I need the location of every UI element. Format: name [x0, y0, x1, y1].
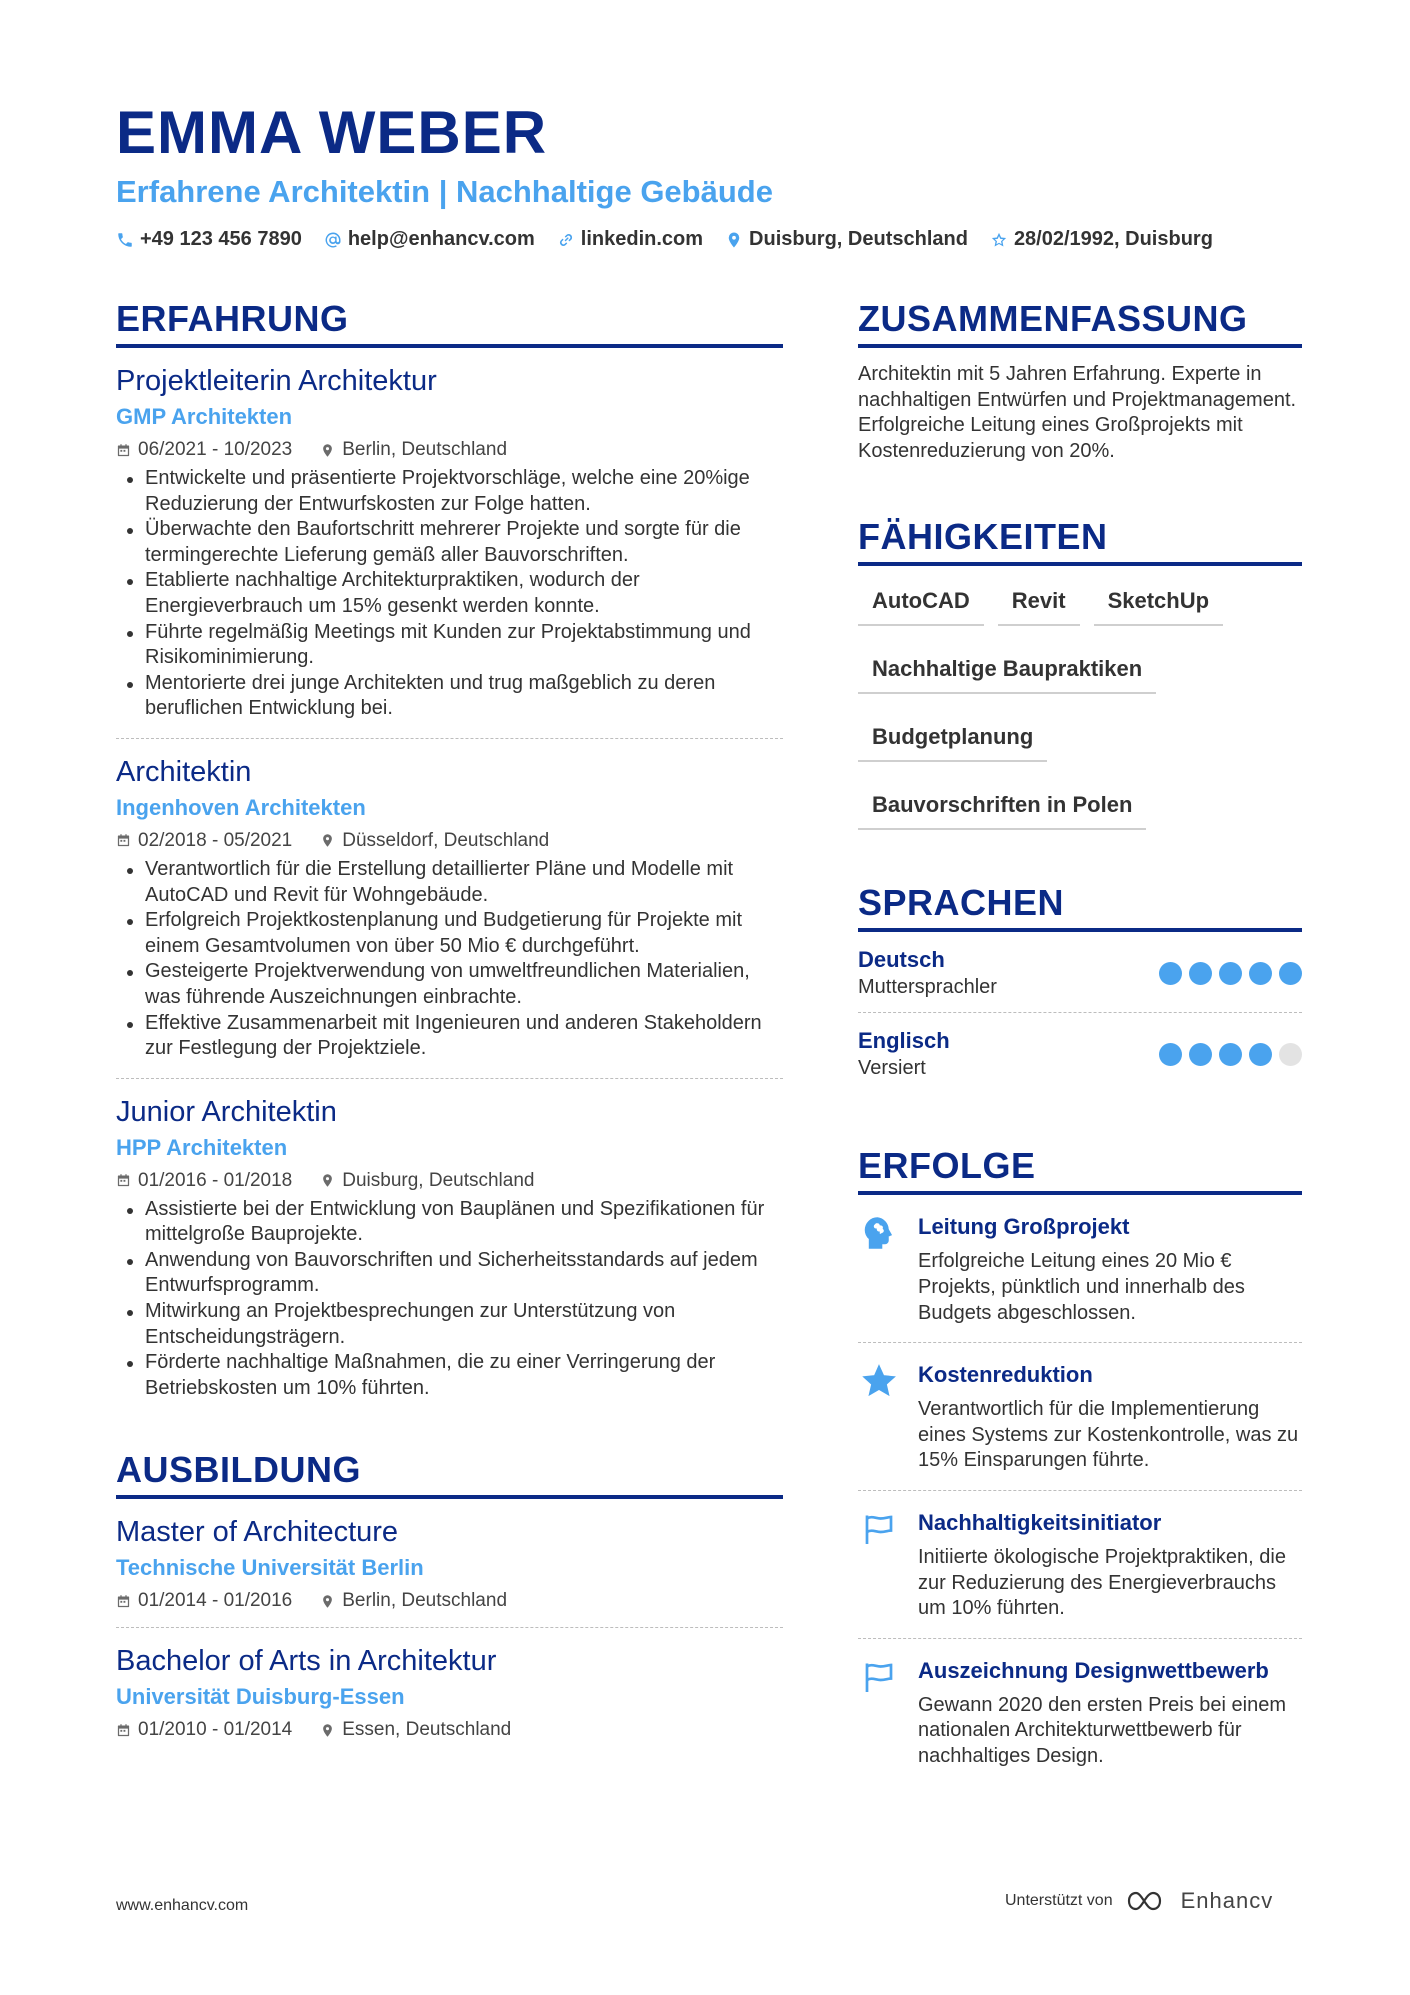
rating-dot-filled: [1189, 1043, 1212, 1066]
head-brain-icon: [861, 1215, 897, 1251]
education-section: [116, 1447, 783, 1756]
rating-dot-filled: [1279, 962, 1302, 985]
star-icon: [861, 1363, 897, 1399]
job-bullets: [116, 857, 783, 1062]
rating-dot-filled: [1159, 962, 1182, 985]
location-pin-icon: [320, 1173, 335, 1188]
achievements-heading: ERFOLGE: [858, 1143, 1302, 1195]
location-pin-icon: [320, 1723, 335, 1738]
powered-by-text: Unterstützt von: [1005, 1892, 1113, 1909]
summary-text: Architektin mit 5 Jahren Erfahrung. Experte in nachhaltigen Entwürfen und Projektmanagement. Erfolgreiche Leitung eines Großprojekts mit Kostenreduzierung von 20%.: [858, 363, 1297, 462]
language-entry: [858, 1013, 1302, 1093]
at-icon: [324, 231, 342, 249]
experience-heading: ERFAHRUNG: [116, 296, 783, 348]
achievement-text: Erfolgreiche Leitung eines 20 Mio € Projekts, pünktlich und innerhalb des Budgets abgeschlossen.: [918, 1250, 1245, 1324]
job-company: GMP Architekten: [116, 404, 293, 429]
star-outline-icon: [990, 231, 1008, 249]
bullet-item: Förderte nachhaltige Maßnahmen, die zu einer Verringerung der Betriebskosten um 10% führten.: [116, 1350, 783, 1401]
education-entry: [116, 1499, 783, 1628]
bullet-item: Assistierte bei der Entwicklung von Bauplänen und Spezifikationen für mittelgroße Bauprojekte.: [116, 1197, 783, 1248]
skill-tag: Budgetplanung: [858, 722, 1047, 762]
job-meta: [116, 1169, 783, 1193]
skill-tag: Bauvorschriften in Polen: [858, 790, 1146, 830]
experience-list: [116, 348, 783, 1417]
skills-list: [858, 586, 1302, 830]
languages-heading: SPRACHEN: [858, 880, 1302, 932]
candidate-headline: Erfahrene Architektin | Nachhaltige Gebäude: [116, 174, 773, 209]
achievement-title: Leitung Großprojekt: [918, 1214, 1130, 1240]
calendar-icon: [116, 1723, 131, 1738]
bullet-item: Mitwirkung an Projektbesprechungen zur Unterstützung von Entscheidungsträgern.: [116, 1299, 783, 1350]
language-level: Versiert: [858, 1057, 926, 1080]
job-dates: 01/2016 - 01/2018: [138, 1169, 293, 1191]
calendar-icon: [116, 1173, 131, 1188]
achievement-text: Initiierte ökologische Projektpraktiken, die zur Reduzierung des Energieverbrauchs um 10% führten.: [918, 1545, 1286, 1620]
job-company: Ingenhoven Architekten: [116, 794, 366, 820]
birth-text: 28/02/1992, Duisburg: [1013, 228, 1213, 250]
flag-icon: [861, 1659, 897, 1695]
education-dates: 01/2010 - 01/2014: [138, 1719, 293, 1741]
contact-phone[interactable]: [116, 228, 302, 251]
contact-bar: [116, 228, 1316, 251]
job-title: Projektleiterin Architektur: [116, 365, 437, 397]
education-meta: [116, 1589, 783, 1613]
job-company: HPP Architekten: [116, 1134, 288, 1160]
education-entry: [116, 1628, 783, 1756]
candidate-name: EMMA WEBER: [116, 99, 548, 166]
skill-tag: AutoCAD: [858, 586, 984, 626]
bullet-item: Effektive Zusammenarbeit mit Ingenieuren und anderen Stakeholdern zur Festlegung der Projektziele.: [116, 1011, 783, 1062]
job-entry: [116, 1079, 783, 1418]
achievement-entry: [858, 1195, 1302, 1343]
rating-dot-filled: [1249, 962, 1272, 985]
degree-title: Bachelor of Arts in Architektur: [116, 1645, 497, 1678]
location-pin-icon: [725, 231, 743, 249]
rating-dot-filled: [1219, 962, 1242, 985]
achievement-text: Gewann 2020 den ersten Preis bei einem nationalen Architekturwettbewerb für nachhaltiges Design.: [918, 1693, 1287, 1767]
summary-section: [858, 296, 1302, 464]
calendar-icon: [116, 1594, 131, 1609]
skill-tag: Revit: [998, 586, 1080, 626]
job-entry: [116, 739, 783, 1079]
calendar-icon: [116, 443, 131, 458]
languages-section: [858, 880, 1302, 1093]
skills-heading: FÄHIGKEITEN: [858, 514, 1302, 566]
education-meta: [116, 1718, 783, 1742]
job-location: Duisburg, Deutschland: [342, 1169, 535, 1191]
left-column: [116, 296, 783, 1756]
job-dates: 06/2021 - 10/2023: [138, 439, 293, 460]
job-location: Düsseldorf, Deutschland: [342, 829, 550, 851]
language-entry: [858, 932, 1302, 1013]
job-entry: [116, 348, 783, 739]
education-location: Berlin, Deutschland: [342, 1590, 508, 1612]
education-heading: AUSBILDUNG: [116, 1447, 783, 1499]
flag-icon: [861, 1511, 897, 1547]
bullet-item: Etablierte nachhaltige Architekturpraktiken, wodurch der Energieverbrauch um 15% gesenkt werden konnte.: [116, 568, 783, 619]
language-name: Englisch: [858, 1028, 950, 1054]
footer-branding: [1005, 1888, 1273, 1914]
rating-dot-filled: [1189, 962, 1212, 985]
phone-icon: [116, 231, 134, 249]
achievement-entry: [858, 1639, 1302, 1786]
bullet-item: Gesteigerte Projektverwendung von umweltfreundlichen Materialien, was führende Auszeichnungen einbrachte.: [116, 959, 783, 1010]
achievement-entry: [858, 1491, 1302, 1639]
education-location: Essen, Deutschland: [342, 1719, 512, 1741]
bullet-item: Verantwortlich für die Erstellung detaillierter Pläne und Modelle mit AutoCAD und Revit für Wohngebäude.: [116, 857, 783, 908]
rating-dot-filled: [1219, 1043, 1242, 1066]
school-name: Technische Universität Berlin: [116, 1555, 424, 1581]
contact-linkedin[interactable]: [557, 228, 703, 251]
linkedin-text: linkedin.com: [580, 228, 704, 250]
language-level: Muttersprachler: [858, 976, 997, 999]
resume-header: [116, 96, 1316, 251]
skills-section: [858, 514, 1302, 830]
achievement-entry: [858, 1343, 1302, 1491]
location-pin-icon: [320, 1594, 335, 1609]
school-name: Universität Duisburg-Essen: [116, 1684, 405, 1710]
brand-name: Enhancv: [1180, 1888, 1274, 1913]
language-name: Deutsch: [858, 947, 945, 973]
bullet-item: Überwachte den Baufortschritt mehrerer Projekte und sorgte für die termingerechte Lieferung gemäß aller Bauvorschriften.: [116, 517, 783, 568]
bullet-item: Mentorierte drei junge Architekten und trug maßgeblich zu deren beruflichen Entwicklung bei.: [116, 671, 783, 722]
degree-title: Master of Architecture: [116, 1516, 399, 1549]
achievement-title: Kostenreduktion: [918, 1362, 1093, 1388]
job-meta: [116, 829, 783, 853]
contact-location: [725, 228, 968, 251]
job-bullets: [116, 466, 783, 722]
right-column: [858, 296, 1302, 1786]
job-bullets: [116, 1197, 783, 1402]
bullet-item: Anwendung von Bauvorschriften und Sicherheitsstandards auf jedem Entwurfsprogramm.: [116, 1248, 783, 1299]
language-rating: [1159, 962, 1302, 985]
achievement-title: Nachhaltigkeitsinitiator: [918, 1509, 1162, 1535]
education-dates: 01/2014 - 01/2016: [138, 1590, 293, 1612]
job-title: Junior Architektin: [116, 1095, 337, 1128]
brand-logo[interactable]: [1125, 1888, 1274, 1914]
phone-text: +49 123 456 7890: [140, 228, 302, 250]
bullet-item: Entwickelte und präsentierte Projektvorschläge, welche eine 20%ige Reduzierung der Entwurfskosten zur Folge hatten.: [116, 466, 783, 517]
location-text: Duisburg, Deutschland: [749, 228, 968, 250]
skill-tag: SketchUp: [1094, 586, 1223, 626]
rating-dot-filled: [1159, 1043, 1182, 1066]
job-location: Berlin, Deutschland: [342, 439, 508, 460]
location-pin-icon: [320, 443, 335, 458]
link-icon: [557, 231, 575, 249]
rating-dot-filled: [1249, 1043, 1272, 1066]
rating-dot-empty: [1279, 1043, 1302, 1066]
email-text: help@enhancv.com: [347, 228, 535, 250]
summary-heading: ZUSAMMENFASSUNG: [858, 296, 1302, 348]
job-meta: [116, 438, 783, 462]
location-pin-icon: [320, 833, 335, 848]
language-rating: [1159, 1043, 1302, 1066]
footer-website[interactable]: www.enhancv.com: [116, 1897, 249, 1914]
contact-birth: [990, 228, 1213, 251]
contact-email[interactable]: [324, 228, 535, 251]
bullet-item: Erfolgreich Projektkostenplanung und Budgetierung für Projekte mit einem Gesamtvolumen von über 50 Mio € durchgeführt.: [116, 908, 783, 959]
skill-tag: Nachhaltige Baupraktiken: [858, 654, 1156, 694]
achievement-text: Verantwortlich für die Implementierung eines Systems zur Kostenkontrolle, was zu 15% Einsparungen führte.: [918, 1398, 1299, 1472]
achievements-section: [858, 1143, 1302, 1785]
job-title: Architektin: [116, 755, 252, 788]
bullet-item: Führte regelmäßig Meetings mit Kunden zur Projektabstimmung und Risikominimierung.: [116, 620, 783, 671]
achievement-title: Auszeichnung Designwettbewerb: [918, 1657, 1269, 1683]
job-dates: 02/2018 - 05/2021: [138, 829, 293, 851]
calendar-icon: [116, 833, 131, 848]
enhancv-logo-icon: [1125, 1888, 1173, 1914]
